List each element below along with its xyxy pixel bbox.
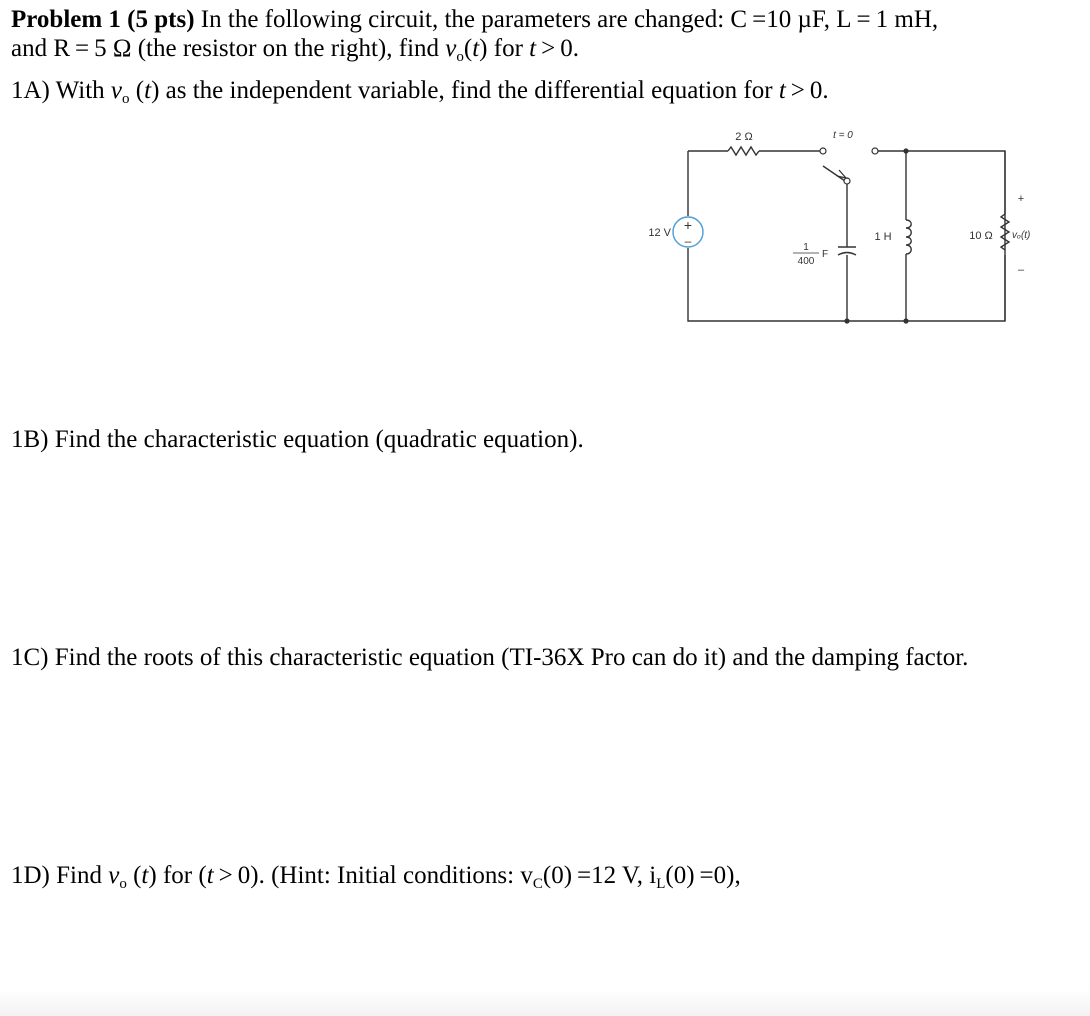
output-plus: + xyxy=(1017,193,1025,205)
source-minus: – xyxy=(684,234,692,248)
part-d-question: 1D) Find $v_o$ (t) for (t > 0). (Hint: Initial conditions: $v_C(0) =12$ V, $i_L(0) =0$), xyxy=(11,862,741,892)
source-plus: + xyxy=(683,217,693,233)
source-label: 12 V xyxy=(648,227,671,239)
resistor-10ohm-label: 10 Ω xyxy=(969,230,993,242)
cap-numerator: 1 xyxy=(803,242,809,253)
problem-title: Problem 1 (5 pts) xyxy=(11,6,195,33)
inductor-coil xyxy=(906,220,911,254)
resistor-2ohm-label: 2 Ω xyxy=(735,131,753,143)
inductor-label: 1 H xyxy=(874,231,892,243)
switch-arrow xyxy=(837,170,846,178)
circuit-diagram xyxy=(640,120,1040,330)
cap-unit: F xyxy=(821,249,829,260)
cap-denominator: 400 xyxy=(797,256,815,267)
resistor-2ohm xyxy=(728,147,759,155)
switch-label: t = 0 xyxy=(833,130,853,141)
problem-line1: In the following circuit, the parameters are changed: C =10 µF, L = 1 mH, xyxy=(194,6,939,33)
problem-statement: Problem 1 (5 pts) In the following circuit, the parameters are changed: C =10 µF, L = 1 mH, and R = 5 Ω (the resistor on the right), find $v_o(t)$ for t > 0. xyxy=(11,6,939,65)
switch-contacts xyxy=(820,148,878,184)
output-label: vₒ(t) xyxy=(1012,230,1031,241)
capacitor-plates xyxy=(838,247,856,255)
circuit-wires xyxy=(688,147,1009,321)
part-b-question: 1B) Find the characteristic equation (quadratic equation). xyxy=(11,426,584,453)
problem-line2: and R = 5 Ω (the resistor on the right), find xyxy=(11,35,446,62)
part-c-question: 1C) Find the roots of this characteristic equation (TI-36X Pro can do it) and the damping factor. xyxy=(11,644,969,671)
part-a-question: 1A) With $v_o$ (t) as the independent variable, find the differential equation for t > 0. xyxy=(11,77,829,107)
output-minus: – xyxy=(1017,264,1025,276)
page-bottom-edge xyxy=(0,990,1090,1016)
